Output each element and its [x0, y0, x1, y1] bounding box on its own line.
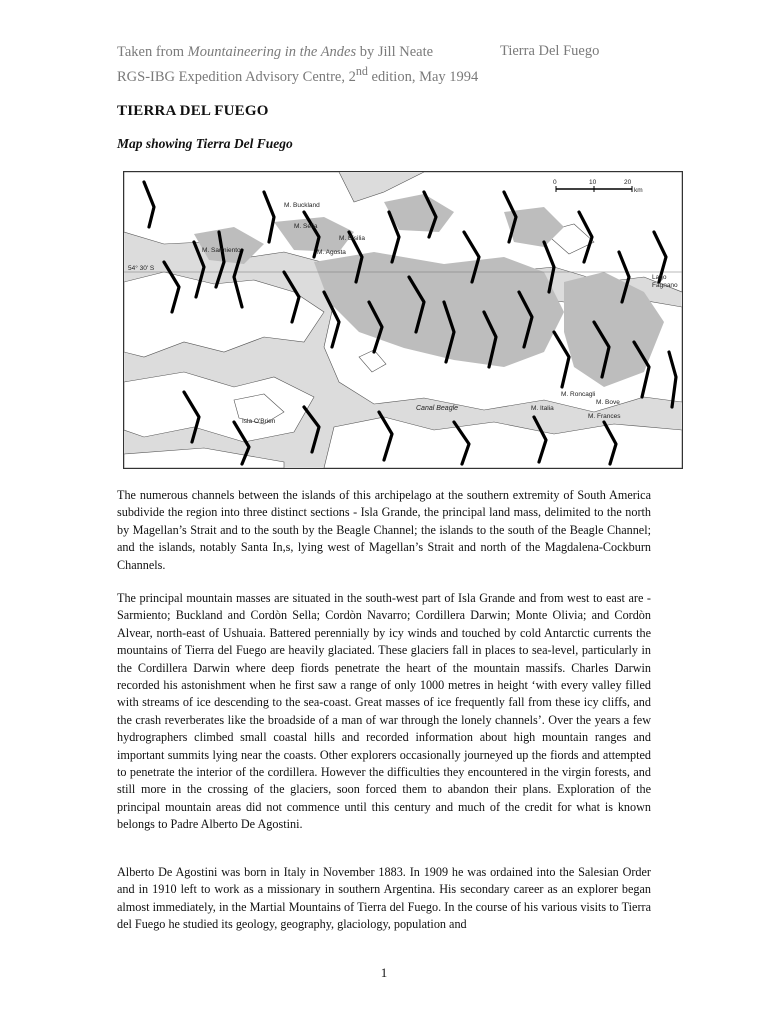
header-publisher-suffix: edition, May 1994	[367, 68, 479, 85]
peak-label-bisilia: M. Bisilia	[339, 235, 366, 242]
map-figure	[123, 171, 683, 469]
peak-label-bove: M. Bove	[596, 399, 620, 406]
map-caption: Map showing Tierra Del Fuego	[117, 136, 293, 151]
header-book-title: Mountaineering in the Andes	[187, 44, 357, 60]
place-label-isla-obrien: Isla O'Brien	[242, 418, 276, 425]
peak-label-frances: M. Frances	[588, 413, 621, 420]
header-source-line	[117, 43, 433, 61]
header-source-prefix: Taken from	[117, 44, 188, 60]
latitude-label: 54° 30' S	[128, 265, 155, 272]
map-svg	[124, 172, 682, 468]
header-edition-sup: nd	[355, 64, 368, 78]
page-title: TIERRA DEL FUEGO	[117, 103, 269, 119]
peak-label-agosta: M. Agosta	[317, 249, 346, 256]
peak-label-roncagli: M. Roncagli	[561, 391, 596, 398]
east-label-1: Lago	[652, 274, 667, 281]
peak-label-italia: M. Italia	[531, 405, 554, 412]
scale-label-1: 10	[589, 179, 597, 186]
peak-label-sarmiento: M. Sarmiento	[202, 247, 241, 254]
peak-label-buckland: M. Buckland	[284, 202, 320, 209]
page-number: 1	[380, 965, 388, 980]
scale-label-2: 20	[624, 179, 632, 186]
body-paragraph-3: Alberto De Agostini was born in Italy in November 1883. In 1909 he was ordained into the Salesian Order and in 1910 left to work as a missionary in southern Argentina. His secondary career as an explorer began almost immediately, in the Martial Mountains of Tierra del Fuego. In the course of his various visits to Tierra del Fuego he studied its geology, geography, glaciology, population and	[117, 865, 651, 932]
place-label-canal-beagle: Canal Beagle	[416, 405, 459, 412]
header-publisher-prefix: RGS-IBG Expedition Advisory Centre, 2	[117, 68, 356, 85]
peak-label-sella: M. Sella	[294, 223, 318, 230]
scale-label-0: 0	[553, 179, 557, 186]
scale-unit: km	[634, 187, 643, 194]
body-paragraph-1: The numerous channels between the islands of this archipelago at the southern extremity of South America subdivide the region into three distinct sections - Isla Grande, the principal land mass, delimited to the north by Magellan’s Strait and to the south by the Beagle Channel; the islands to the south of the Beagle Channel; and the islands, notably Santa In,s, lying west of Magellan’s Strait and north of the Magdalena-Cockburn Channels.	[117, 488, 651, 572]
body-paragraph-2: The principal mountain masses are situated in the south-west part of Isla Grande and from west to east are - Sarmiento; Buckland and Cordòn Sella; Cordòn Navarro; Cordillera Darwin; Monte Olivia; and Cordòn Alvear, north-east of Ushuaia. Battered perennially by icy winds and touched by cold Antarctic currents the mountains of Tierra del Fuego are heavily glaciated. These glaciers fall in places to sea-level, particularly in the Cordillera Darwin where deep fiords penetrate the heart of the mountain massifs. Charles Darwin recorded his astonishment when he first saw a range of only 1000 metres in height ‘with every valley filled with streams of ice descending to the sea-coast. Great masses of ice frequently fall from these icy cliffs, and the crash reverberates like the broadside of a man of war through the lonely channels’. Over the years a few hydrographers climbed small coastal hills and recorded information about high mountain ranges and important summits lying near the coasts. Other explorers occasionally journeyed up the fiords and attempted to penetrate the interior of the cordillera. However the difficulties they encountered in the virgin forests, and still more in the crossing of the glaciers, soon forced them to abandon their plans. Exploration of the principal mountain areas did not commence until this century and much of the credit for what is known belongs to Padre Alberto De Agostini.	[117, 591, 651, 832]
header-region: Tierra Del Fuego	[500, 43, 600, 59]
header-publisher-line	[117, 62, 478, 86]
east-label-2: Fagnano	[652, 282, 678, 289]
header-author: by Jill Neate	[356, 44, 434, 60]
